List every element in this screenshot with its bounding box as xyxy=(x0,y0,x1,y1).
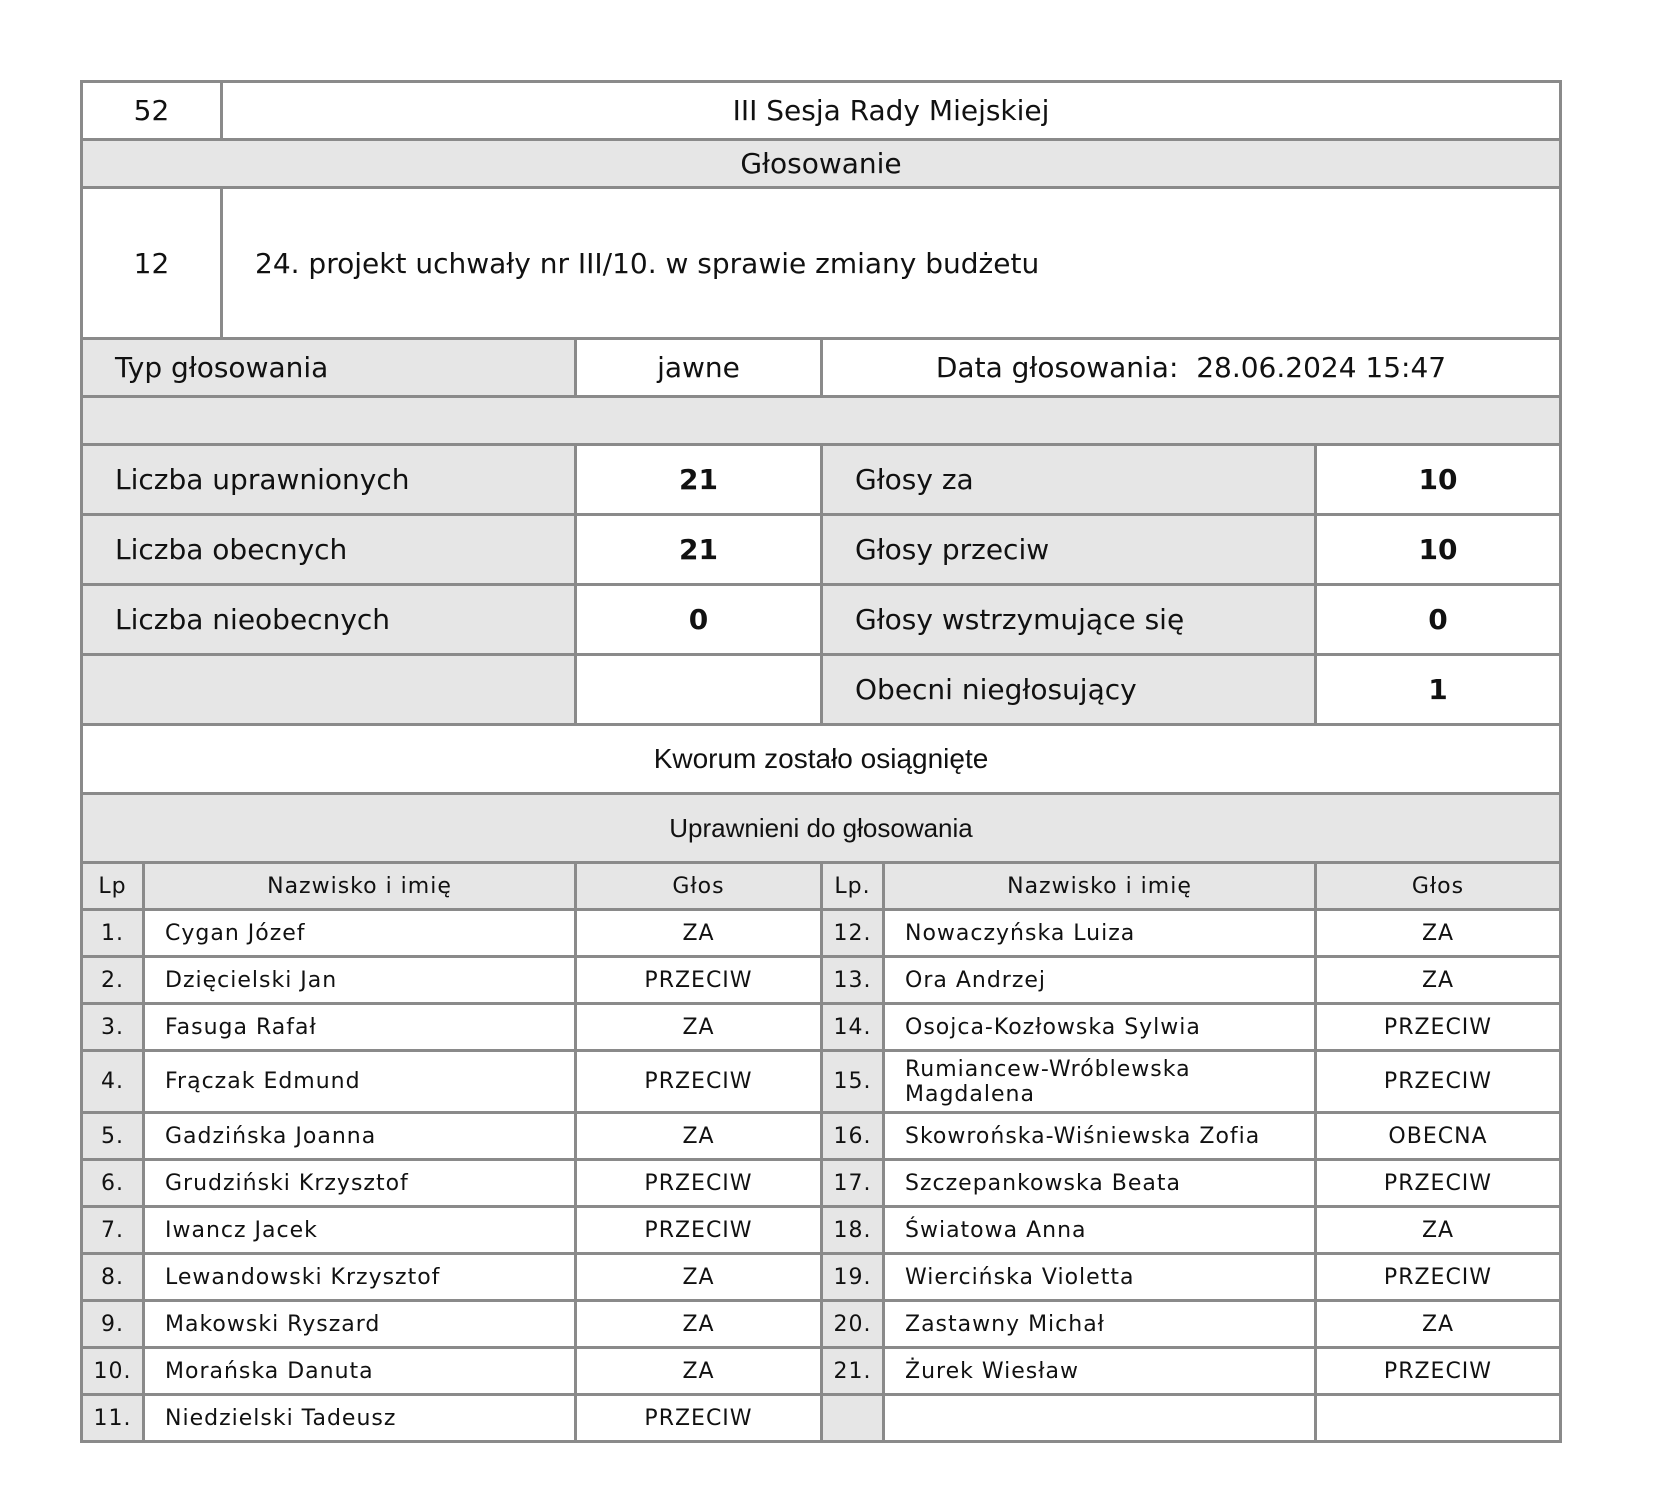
votes-against-label: Głosy przeciw xyxy=(822,515,1316,585)
agenda-item-title: 24. projekt uchwały nr III/10. w sprawie zmiany budżetu xyxy=(222,188,1561,339)
voter-name: Szczepankowska Beata xyxy=(884,1160,1316,1207)
voter-name: Zastawny Michał xyxy=(884,1301,1316,1348)
voter-lp: 21. xyxy=(822,1348,884,1395)
table-row xyxy=(82,1301,1561,1348)
empty-stat-value xyxy=(576,655,822,725)
nonvoting-label: Obecni niegłosujący xyxy=(822,655,1316,725)
absent-value: 0 xyxy=(576,585,822,655)
agenda-item-number: 12 xyxy=(82,188,222,339)
spacer-cell xyxy=(82,397,1561,445)
session-title: III Sesja Rady Miejskiej xyxy=(222,82,1561,140)
vote-date xyxy=(822,339,1561,397)
voter-vote: ZA xyxy=(576,1004,822,1051)
present-label: Liczba obecnych xyxy=(82,515,576,585)
present-value: 21 xyxy=(576,515,822,585)
table-row xyxy=(82,957,1561,1004)
votes-against-value: 10 xyxy=(1316,515,1561,585)
voter-name: Skowrońska-Wiśniewska Zofia xyxy=(884,1113,1316,1160)
col-header-vote-right: Głos xyxy=(1316,863,1561,910)
voter-vote: PRZECIW xyxy=(1316,1051,1561,1113)
table-row xyxy=(82,1160,1561,1207)
voter-lp: 15. xyxy=(822,1051,884,1113)
table-row xyxy=(82,1004,1561,1051)
voter-vote: PRZECIW xyxy=(1316,1004,1561,1051)
voter-name: Lewandowski Krzysztof xyxy=(144,1254,576,1301)
voting-document xyxy=(80,80,1562,1443)
voter-name: Frączak Edmund xyxy=(144,1051,576,1113)
eligible-label: Liczba uprawnionych xyxy=(82,445,576,515)
voters-table xyxy=(80,861,1562,1443)
voters-title: Uprawnieni do głosowania xyxy=(82,794,1561,863)
voter-vote: PRZECIW xyxy=(576,1395,822,1442)
voter-vote: ZA xyxy=(576,1113,822,1160)
voter-lp: 4. xyxy=(82,1051,144,1113)
quorum-table xyxy=(80,723,1562,795)
voter-lp: 16. xyxy=(822,1113,884,1160)
table-row xyxy=(82,1207,1561,1254)
voter-lp: 3. xyxy=(82,1004,144,1051)
voter-lp: 9. xyxy=(82,1301,144,1348)
voter-name: Niedzielski Tadeusz xyxy=(144,1395,576,1442)
voter-lp: 1. xyxy=(82,910,144,957)
votes-for-label: Głosy za xyxy=(822,445,1316,515)
voter-name: Gadzińska Joanna xyxy=(144,1113,576,1160)
table-row xyxy=(82,910,1561,957)
voter-lp: 18. xyxy=(822,1207,884,1254)
voter-lp: 13. xyxy=(822,957,884,1004)
voter-vote: PRZECIW xyxy=(576,1207,822,1254)
voter-name: Nowaczyńska Luiza xyxy=(884,910,1316,957)
table-row xyxy=(82,1254,1561,1301)
session-header xyxy=(80,80,1562,141)
eligible-value: 21 xyxy=(576,445,822,515)
voter-vote: ZA xyxy=(1316,910,1561,957)
voter-name: Ora Andrzej xyxy=(884,957,1316,1004)
empty-cell xyxy=(822,1395,884,1442)
empty-cell xyxy=(884,1395,1316,1442)
vote-stats xyxy=(80,443,1562,726)
col-header-lp-left: Lp xyxy=(82,863,144,910)
voter-lp: 20. xyxy=(822,1301,884,1348)
voter-vote: PRZECIW xyxy=(1316,1254,1561,1301)
nonvoting-value: 1 xyxy=(1316,655,1561,725)
voter-vote: ZA xyxy=(1316,957,1561,1004)
voter-name: Makowski Ryszard xyxy=(144,1301,576,1348)
table-row xyxy=(82,1113,1561,1160)
empty-stat-label xyxy=(82,655,576,725)
col-header-name-right: Nazwisko i imię xyxy=(884,863,1316,910)
voter-lp: 14. xyxy=(822,1004,884,1051)
vote-info xyxy=(80,337,1562,398)
vote-type-value: jawne xyxy=(576,339,822,397)
voter-vote: ZA xyxy=(576,910,822,957)
voter-name: Żurek Wiesław xyxy=(884,1348,1316,1395)
voter-lp: 8. xyxy=(82,1254,144,1301)
table-row xyxy=(82,1348,1561,1395)
voter-name: Wiercińska Violetta xyxy=(884,1254,1316,1301)
col-header-lp-right: Lp. xyxy=(822,863,884,910)
voter-vote: ZA xyxy=(576,1301,822,1348)
votes-for-value: 10 xyxy=(1316,445,1561,515)
voter-name: Dzięcielski Jan xyxy=(144,957,576,1004)
col-header-name-left: Nazwisko i imię xyxy=(144,863,576,910)
voter-name: Światowa Anna xyxy=(884,1207,1316,1254)
voter-vote: PRZECIW xyxy=(576,1160,822,1207)
table-row xyxy=(82,1051,1561,1113)
voter-lp: 5. xyxy=(82,1113,144,1160)
voter-name: Osojca-Kozłowska Sylwia xyxy=(884,1004,1316,1051)
voter-name: Cygan Józef xyxy=(144,910,576,957)
voter-lp: 6. xyxy=(82,1160,144,1207)
voter-vote: PRZECIW xyxy=(576,1051,822,1113)
voter-lp: 2. xyxy=(82,957,144,1004)
voter-lp: 7. xyxy=(82,1207,144,1254)
absent-label: Liczba nieobecnych xyxy=(82,585,576,655)
vote-date-label: Data głosowania: xyxy=(935,351,1179,384)
votes-abstain-value: 0 xyxy=(1316,585,1561,655)
voter-name: Morańska Danuta xyxy=(144,1348,576,1395)
section-title-table xyxy=(80,138,1562,189)
voter-vote: ZA xyxy=(576,1254,822,1301)
voter-name: Grudziński Krzysztof xyxy=(144,1160,576,1207)
voter-lp: 19. xyxy=(822,1254,884,1301)
col-header-vote-left: Głos xyxy=(576,863,822,910)
voter-name: Iwancz Jacek xyxy=(144,1207,576,1254)
votes-abstain-label: Głosy wstrzymujące się xyxy=(822,585,1316,655)
quorum-status: Kworum zostało osiągnięte xyxy=(82,725,1561,794)
table-row xyxy=(82,1395,1561,1442)
spacer-row xyxy=(80,395,1562,446)
voter-vote: ZA xyxy=(576,1348,822,1395)
voter-name: Rumiancew-Wróblewska Magdalena xyxy=(884,1051,1316,1113)
voter-vote: ZA xyxy=(1316,1207,1561,1254)
voters-title-table xyxy=(80,792,1562,864)
vote-type-label: Typ głosowania xyxy=(82,339,576,397)
section-title: Głosowanie xyxy=(82,140,1561,188)
voter-lp: 17. xyxy=(822,1160,884,1207)
session-number: 52 xyxy=(82,82,222,140)
voter-vote: PRZECIW xyxy=(1316,1160,1561,1207)
voter-lp: 11. xyxy=(82,1395,144,1442)
empty-cell xyxy=(1316,1395,1561,1442)
vote-date-value: 28.06.2024 15:47 xyxy=(1196,351,1447,384)
voter-vote: OBECNA xyxy=(1316,1113,1561,1160)
voter-name: Fasuga Rafał xyxy=(144,1004,576,1051)
voter-lp: 10. xyxy=(82,1348,144,1395)
voter-vote: PRZECIW xyxy=(1316,1348,1561,1395)
voter-lp: 12. xyxy=(822,910,884,957)
voter-vote: ZA xyxy=(1316,1301,1561,1348)
voter-vote: PRZECIW xyxy=(576,957,822,1004)
agenda-item xyxy=(80,186,1562,340)
